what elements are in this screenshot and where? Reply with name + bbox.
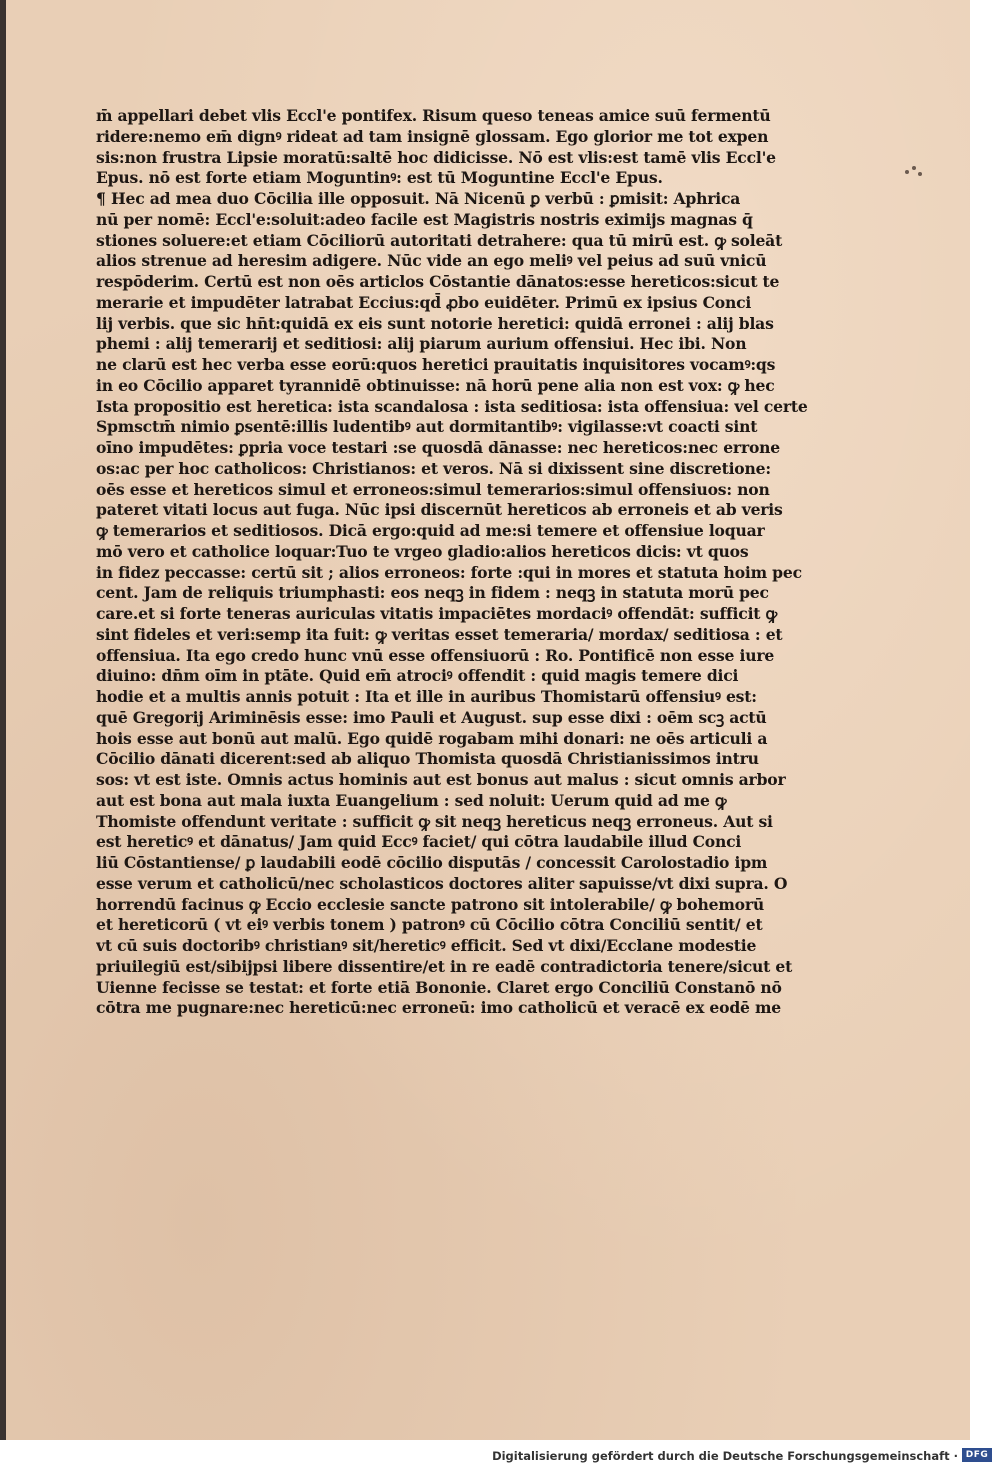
text-line: pateret vitati locus aut fuga. Nūc ipsi discernūt hereticos ab erroneis et ab veris [96, 500, 783, 520]
text-line: ridere:nemo em̄ dignꝰ rideat ad tam insignē glossam. Ego glorior me tot expen [96, 126, 769, 146]
text-line: horrendū facinus ꝙ Eccio ecclesie sancte patrono sit intolerabile/ ꝙ bohemorū [96, 894, 764, 914]
text-line: merarie et impudēter latrabat Eccius:qd̄ ꝓbo euidēter. Primū ex ipsius Conci [96, 292, 752, 312]
text-line: Cōcilio dānati dicerent:sed ab aliquo Thomista quosdā Christianissimos intru [96, 749, 759, 769]
text-line: m̄ appellari debet vlis Eccl'e pontifex. Risum queso teneas amice suū fermentū [96, 106, 771, 125]
text-line: nū per nomē: Eccl'e:soluit:adeo facile est Magistris nostris eximijs magnas q̄ [96, 209, 753, 229]
text-line: ¶ Hec ad mea duo Cōcilia ille opposuit. Nā Nicenū ꝑ verbū : ꝑmisit: Aphrica [96, 189, 741, 208]
text-line: respōderim. Certū est non oēs articlos Cōstantie dānatos:esse hereticos:sicut te [96, 272, 780, 291]
text-line: care.et si forte teneras auriculas vitatis impaciētes mordaciꝰ offendāt: sufficit ꝙ [96, 604, 778, 623]
text-line: et hereticorū ( vt eiꝰ verbis tonem ) patronꝰ cū Cōcilio cōtra Conciliū sentit/ et [96, 915, 763, 935]
text-line: vt cū suis doctoribꝰ christianꝰ sit/hereticꝰ efficit. Sed vt dixi/Ecclane modestie [96, 936, 757, 955]
text-line: oīno impudētes: ꝑpria voce testari :se quosdā dānasse: nec hereticos:nec errone [96, 438, 781, 457]
text-line: in fidez peccasse: certū sit ; alios erroneos: forte :qui in mores et statuta hoim pec [96, 562, 802, 582]
text-line: hois esse aut bonū aut malū. Ego quidē rogabam mihi donari: ne oēs articuli a [96, 728, 768, 748]
body-text [96, 106, 828, 1019]
text-line: in eo Cōcilio apparet tyrannidē obtinuisse: nā horū pene alia non est vox: ꝙ hec [96, 375, 775, 395]
text-line: os:ac per hoc catholicos: Christianos: et veros. Nā si dixissent sine discretione: [96, 458, 771, 478]
text-line: Thomiste offendunt veritate : sufficit ꝙ sit neqꝫ hereticus neqꝫ erroneus. Aut si [96, 811, 773, 831]
text-line: priuilegiū est/sibijpsi libere dissentire/et in re eadē contradictoria tenere/sicut et [96, 956, 793, 976]
text-line: sos: vt est iste. Omnis actus hominis aut est bonus aut malus : sicut omnis arbor [96, 770, 786, 789]
text-line: diuino: dn̄m oīm in ptāte. Quid em̄ atrociꝰ offendit : quid magis temere dici [96, 666, 739, 686]
text-line: quē Gregorij Ariminēsis esse: imo Pauli et August. sup esse dixi : oēm scꝫ actū [96, 707, 767, 727]
text-line: lij verbis. que sic hn̄t:quidā ex eis sunt notorie heretici: quidā erronei : alij blas [96, 313, 774, 333]
digitization-footer [0, 1440, 1000, 1470]
text-line: cōtra me pugnare:nec hereticū:nec erroneū: imo catholicū et veracē ex eodē me [96, 998, 782, 1018]
text-line: Uienne fecisse se testat: et forte etiā Bononie. Claret ergo Conciliū Constanō nō [96, 977, 782, 997]
text-line: oēs esse et hereticos simul et erroneos:simul temerarios:simul offensiuos: non [96, 479, 770, 499]
text-line: cent. Jam de reliquis triumphasti: eos neqꝫ in fidem : neqꝫ in statuta morū pec [96, 583, 769, 603]
text-line: alios strenue ad heresim adigere. Nūc vide an ego meliꝰ vel peius ad suū vnicū [96, 251, 767, 271]
text-line: Epus. nō est forte etiam Moguntinꝰ: est tū Moguntine Eccl'e Epus. [96, 168, 663, 188]
text-line: phemi : alij temerarij et seditiosi: alij piarum aurium offensiui. Hec ibi. Non [96, 334, 747, 354]
text-line: Spmsctm̄ nimio ꝑsentē:illis ludentibꝰ aut dormitantibꝰ: vigilasse:vt coacti sint [96, 417, 758, 437]
text-line: ne clarū est hec verba esse eorū:quos heretici prauitatis inquisitores vocamꝰ:qs [96, 355, 776, 374]
text-line: ꝙ temerarios et seditiosos. Dicā ergo:quid ad me:si temere et offensiue loquar [96, 521, 765, 540]
text-line: est hereticꝰ et dānatus/ Jam quid Eccꝰ faciet/ qui cōtra laudabile illud Conci [96, 832, 742, 852]
funding-notice: Digitalisierung gefördert durch die Deutsche Forschungsgemeinschaft · [492, 1449, 958, 1463]
text-line: sint fideles et veri:semp ita fuit: ꝙ veritas esset temeraria/ mordax/ seditiosa : et [96, 624, 783, 644]
text-line: sis:non frustra Lipsie moratū:saltē hoc didicisse. Nō est vlis:est tamē vlis Eccl'e [96, 147, 776, 167]
text-line: aut est bona aut mala iuxta Euangelium : sed noluit: Uerum quid ad me ꝙ [96, 790, 727, 810]
text-line: esse verum et catholicū/nec scholasticos doctores aliter sapuisse/vt dixi supra. O [96, 873, 788, 893]
text-line: stiones soluere:et etiam Cōciliorū autoritati detrahere: qua tū mirū est. ꝙ soleāt [96, 230, 783, 250]
dfg-logo-icon: DFG [962, 1448, 992, 1462]
text-line: mō vero et catholice loquar:Tuo te vrgeo gladio:alios hereticos dicis: vt quos [96, 541, 749, 561]
text-line: hodie et a multis annis potuit : Ita et ille in auribus Thomistarū offensiuꝰ est: [96, 687, 757, 706]
page-margin-white [970, 0, 1000, 1440]
ink-stain-icon [903, 164, 927, 178]
text-line: liū Cōstantiense/ ꝑ laudabili eodē cōcilio disputās / concessit Carolostadio ipm [96, 853, 768, 872]
text-line: Ista propositio est heretica: ista scandalosa : ista seditiosa: ista offensiua: vel certe [96, 396, 808, 416]
text-line: offensiua. Ita ego credo hunc vnū esse offensiuorū : Ro. Pontificē non esse iure [96, 645, 775, 665]
